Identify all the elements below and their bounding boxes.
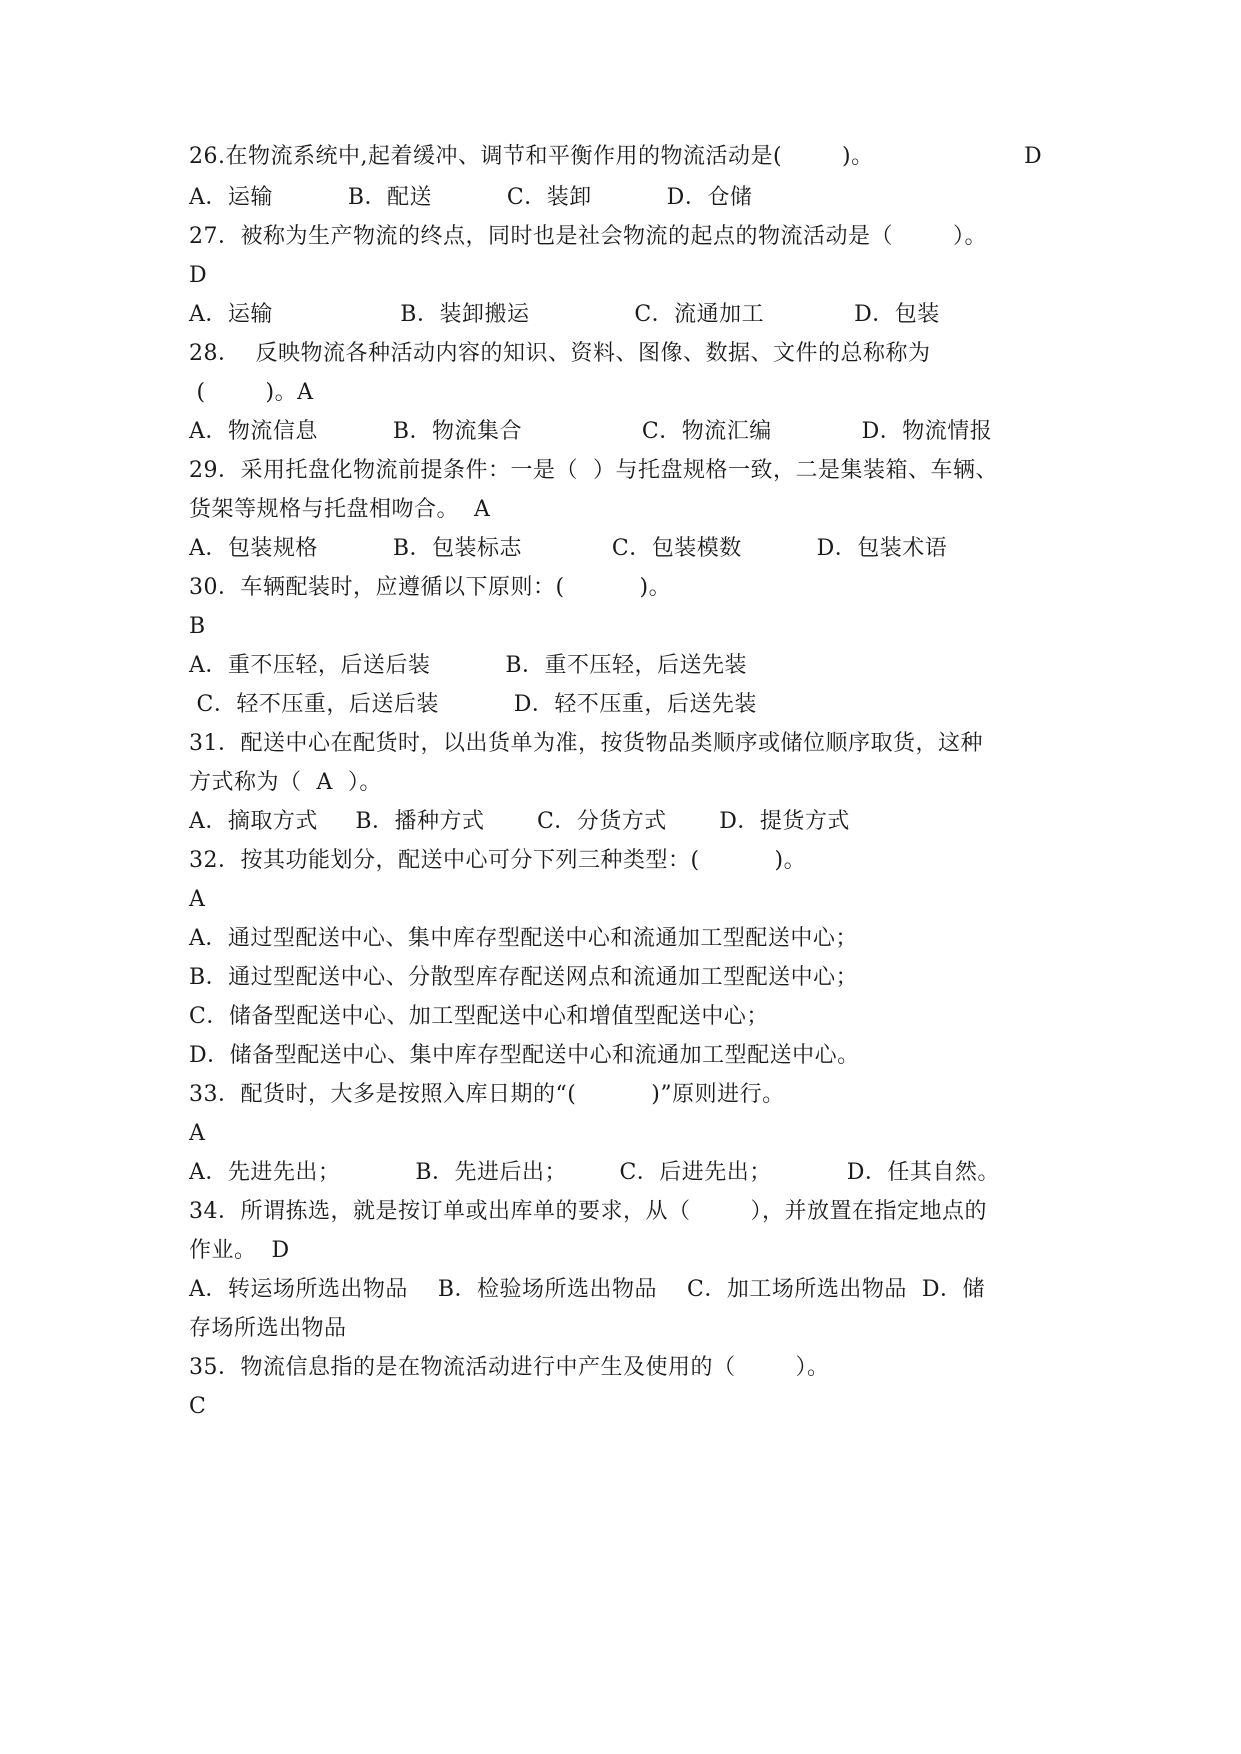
- text-line: A．摘取方式 B．播种方式 C．分货方式 D．提货方式: [189, 809, 850, 834]
- text-line: 货架等规格与托盘相吻合。 A: [189, 497, 491, 522]
- text-line: 27．被称为生产物流的终点，同时也是社会物流的起点的物流活动是（ ）。: [189, 224, 987, 249]
- text-line: 作业。 D: [189, 1238, 290, 1263]
- text-line: 32．按其功能划分，配送中心可分下列三种类型：( )。: [189, 848, 807, 873]
- text-line: 31．配送中心在配货时，以出货单为准，按货物品类顺序或储位顺序取货，这种: [189, 731, 983, 756]
- text-line: 26.在物流系统中,起着缓冲、调节和平衡作用的物流活动是( )。: [189, 144, 874, 169]
- text-line: A．转运场所选出物品 B．检验场所选出物品 C．加工场所选出物品 D．储: [189, 1277, 985, 1302]
- text-line: B: [189, 614, 206, 639]
- text-line: D．储备型配送中心、集中库存型配送中心和流通加工型配送中心。: [189, 1043, 860, 1068]
- text-line: A: [189, 1121, 206, 1146]
- text-line: 方式称为（ A ）。: [189, 770, 382, 795]
- answer-label: D: [1024, 144, 1042, 169]
- text-line: 29．采用托盘化物流前提条件：一是（ ）与托盘规格一致，二是集装箱、车辆、: [189, 458, 998, 483]
- text-line: 34．所谓拣选，就是按订单或出库单的要求，从（ ），并放置在指定地点的: [189, 1199, 987, 1224]
- text-line: A．运输 B．装卸搬运 C．流通加工 D．包装: [189, 302, 940, 327]
- text-line: A．重不压轻，后送后装 B．重不压轻，后送先装: [189, 653, 747, 678]
- text-line: A: [189, 887, 206, 912]
- text-line: C．轻不压重，后送后装 D．轻不压重，后送先装: [189, 692, 757, 717]
- text-line: A．物流信息 B．物流集合 C．物流汇编 D．物流情报: [189, 419, 993, 444]
- text-line: 35．物流信息指的是在物流活动进行中产生及使用的（ ）。: [189, 1355, 830, 1380]
- text-line: 33．配货时，大多是按照入库日期的“( )”原则进行。: [189, 1082, 785, 1107]
- text-line: D: [189, 263, 208, 288]
- text-line: C: [189, 1394, 207, 1419]
- text-line: A．先进先出； B．先进后出； C．后进先出； D．任其自然。: [189, 1160, 1000, 1185]
- text-line: 存场所选出物品: [189, 1316, 347, 1341]
- text-line: ( )。A: [189, 380, 314, 405]
- text-line: C．储备型配送中心、加工型配送中心和增值型配送中心；: [189, 1004, 769, 1029]
- text-line: A．运输 B．配送 C．装卸 D．仓储: [189, 185, 753, 210]
- text-line: 28． 反映物流各种活动内容的知识、资料、图像、数据、文件的总称称为: [189, 341, 931, 366]
- text-line: A．通过型配送中心、集中库存型配送中心和流通加工型配送中心；: [189, 926, 858, 951]
- text-line: A．包装规格 B．包装标志 C．包装模数 D．包装术语: [189, 536, 948, 561]
- text-line: B．通过型配送中心、分散型库存配送网点和流通加工型配送中心；: [189, 965, 859, 990]
- text-line: 30．车辆配装时，应遵循以下原则：( )。: [189, 575, 672, 600]
